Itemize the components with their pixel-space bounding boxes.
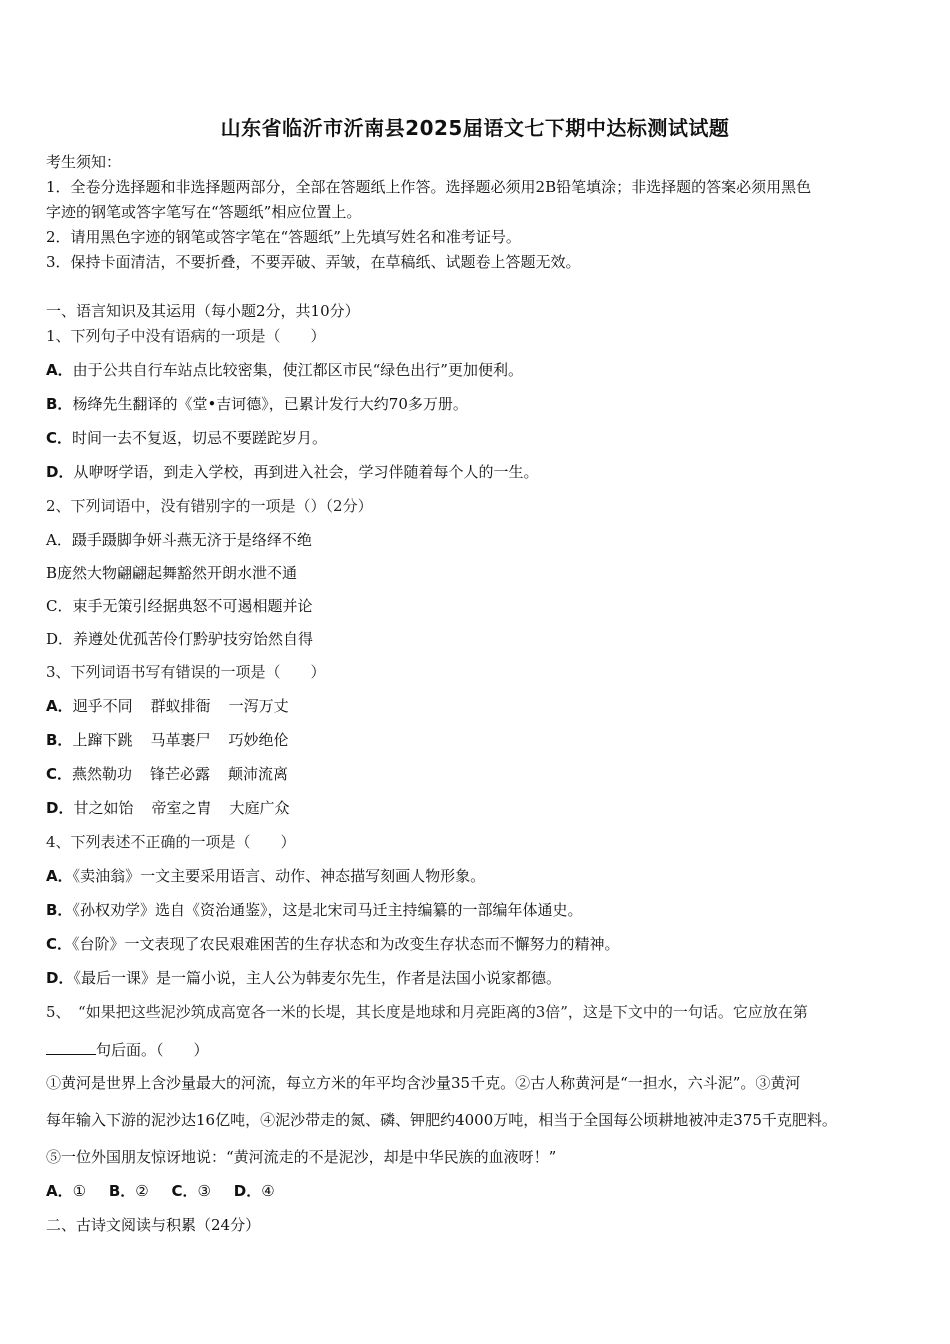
q1-option-b	[46, 394, 468, 414]
q3-option-d	[46, 798, 290, 818]
option-word: 马革裹尸	[150, 731, 211, 749]
option-letter: B．	[46, 901, 73, 919]
q2-option-c: C．束手无策引经据典怒不可遏相题并论	[46, 597, 313, 615]
question-5-stem-end	[46, 1040, 209, 1060]
q3-option-c	[46, 764, 288, 784]
option-text: 《台阶》一文表现了农民艰难困苦的生存状态和为改变生存状态而不懈努力的精神。	[72, 935, 620, 953]
option-letter: C．	[46, 935, 73, 953]
option-letter: C．	[46, 429, 73, 447]
option-text: ①	[72, 1182, 87, 1200]
option-word: 群蚁排衙	[150, 697, 211, 715]
option-text: 杨绛先生翻译的《堂•吉诃德》，已累计发行大约70多万册。	[72, 395, 468, 413]
q5-passage-line: ①黄河是世界上含沙量最大的河流，每立方米的年平均含沙量35千克。②古人称黄河是“一担水，六斗泥”。③黄河	[46, 1074, 801, 1092]
q1-option-c	[46, 428, 327, 448]
option-letter: A．	[46, 1182, 73, 1200]
option-word: 迥乎不同	[72, 697, 133, 715]
option-text: 由于公共自行车站点比较密集，使江都区市民“绿色出行”更加便利。	[72, 361, 523, 379]
section-heading: 二、古诗文阅读与积累（24分）	[46, 1216, 261, 1234]
option-word: 帝室之胄	[151, 799, 212, 817]
q5-options	[46, 1181, 275, 1201]
q1-option-d	[46, 462, 538, 482]
q5-passage-line: ⑤一位外国朋友惊讶地说：“黄河流走的不是泥沙，却是中华民族的血液呀！”	[46, 1148, 557, 1166]
question-2-stem: 2、下列词语中，没有错别字的一项是（）（2分）	[46, 497, 373, 515]
option-text: ③	[197, 1182, 211, 1200]
q4-option-c	[46, 934, 620, 954]
option-letter: D．	[233, 1182, 262, 1200]
option-text: 《孙权劝学》选自《资治通鉴》，这是北宋司马迁主持编纂的一部编年体通史。	[72, 901, 583, 919]
option-letter: A．	[46, 697, 73, 715]
q1-option-a	[46, 360, 523, 380]
q4-option-d	[46, 968, 561, 988]
page-title: 山东省临沂市沂南县2025届语文七下期中达标测试试题	[220, 116, 730, 140]
question-4-stem: 4、下列表述不正确的一项是（ ）	[46, 833, 296, 851]
notice-heading: 考生须知：	[46, 153, 122, 171]
stem-end-text: 句后面。（ ）	[96, 1041, 209, 1059]
q3-option-b	[46, 730, 288, 750]
q4-option-b	[46, 900, 582, 920]
notice-line: 3．保持卡面清洁，不要折叠，不要弄破、弄皱，在草稿纸、试题卷上答题无效。	[46, 253, 581, 271]
option-word: 甘之如饴	[73, 799, 134, 817]
question-5-stem: 5、 “如果把这些泥沙筑成高宽各一米的长堤，其长度是地球和月亮距离的3倍”，这是下文中的一句话。它应放在第	[46, 1003, 808, 1021]
option-letter: D．	[46, 463, 74, 481]
q3-option-a	[46, 696, 289, 716]
option-letter: C．	[46, 765, 73, 783]
q2-option-d: D．养遵处优孤苦伶仃黔驴技穷饴然自得	[46, 630, 314, 648]
option-letter: D．	[46, 799, 74, 817]
option-word: 大庭广众	[229, 799, 290, 817]
question-3-stem: 3、下列词语书写有错误的一项是（ ）	[46, 663, 326, 681]
option-word: 上蹿下跳	[72, 731, 133, 749]
option-text: ②	[135, 1182, 149, 1200]
option-letter: B．	[46, 731, 73, 749]
option-text: 时间一去不复返，切忌不要蹉跎岁月。	[72, 429, 328, 447]
section-heading: 一、语言知识及其运用（每小题2分，共10分）	[46, 302, 360, 320]
option-word: 巧妙绝伦	[228, 731, 289, 749]
option-letter: B．	[46, 395, 73, 413]
option-text: 《最后一课》是一篇小说，主人公为韩麦尔先生，作者是法国小说家都德。	[73, 969, 561, 987]
option-text: ④	[261, 1182, 275, 1200]
option-letter: A．	[46, 867, 73, 885]
option-word: 锋芒必露	[150, 765, 211, 783]
q2-option-a: A．蹑手蹑脚争妍斗燕无济于是络绎不绝	[46, 531, 312, 549]
answer-blank	[46, 1040, 96, 1055]
option-letter: A．	[46, 361, 73, 379]
notice-line: 1．全卷分选择题和非选择题两部分，全部在答题纸上作答。选择题必须用2B铅笔填涂；非选择题的答案必须用黑色	[46, 178, 812, 196]
question-1-stem: 1、下列句子中没有语病的一项是（ ）	[46, 327, 326, 345]
option-word: 颠沛流离	[228, 765, 289, 783]
option-word: 一泻万丈	[228, 697, 289, 715]
notice-line: 2．请用黑色字迹的钢笔或答字笔在“答题纸”上先填写姓名和准考证号。	[46, 228, 521, 246]
option-word: 燕然勒功	[72, 765, 133, 783]
option-letter: D．	[46, 969, 74, 987]
q2-option-b: B庞然大物翩翩起舞豁然开朗水泄不通	[46, 564, 298, 582]
q5-passage-line: 每年输入下游的泥沙达16亿吨，④泥沙带走的氮、磷、钾肥约4000万吨，相当于全国每公顷耕地被冲走375千克肥料。	[46, 1111, 837, 1129]
option-text: 从咿呀学语，到走入学校，再到进入社会，学习伴随着每个人的一生。	[73, 463, 539, 481]
option-text: 《卖油翁》一文主要采用语言、动作、神态描写刻画人物形象。	[72, 867, 486, 885]
q4-option-a	[46, 866, 485, 886]
option-letter: C．	[171, 1182, 198, 1200]
option-letter: B．	[108, 1182, 136, 1200]
notice-line: 字迹的钢笔或答字笔写在“答题纸”相应位置上。	[46, 203, 362, 221]
